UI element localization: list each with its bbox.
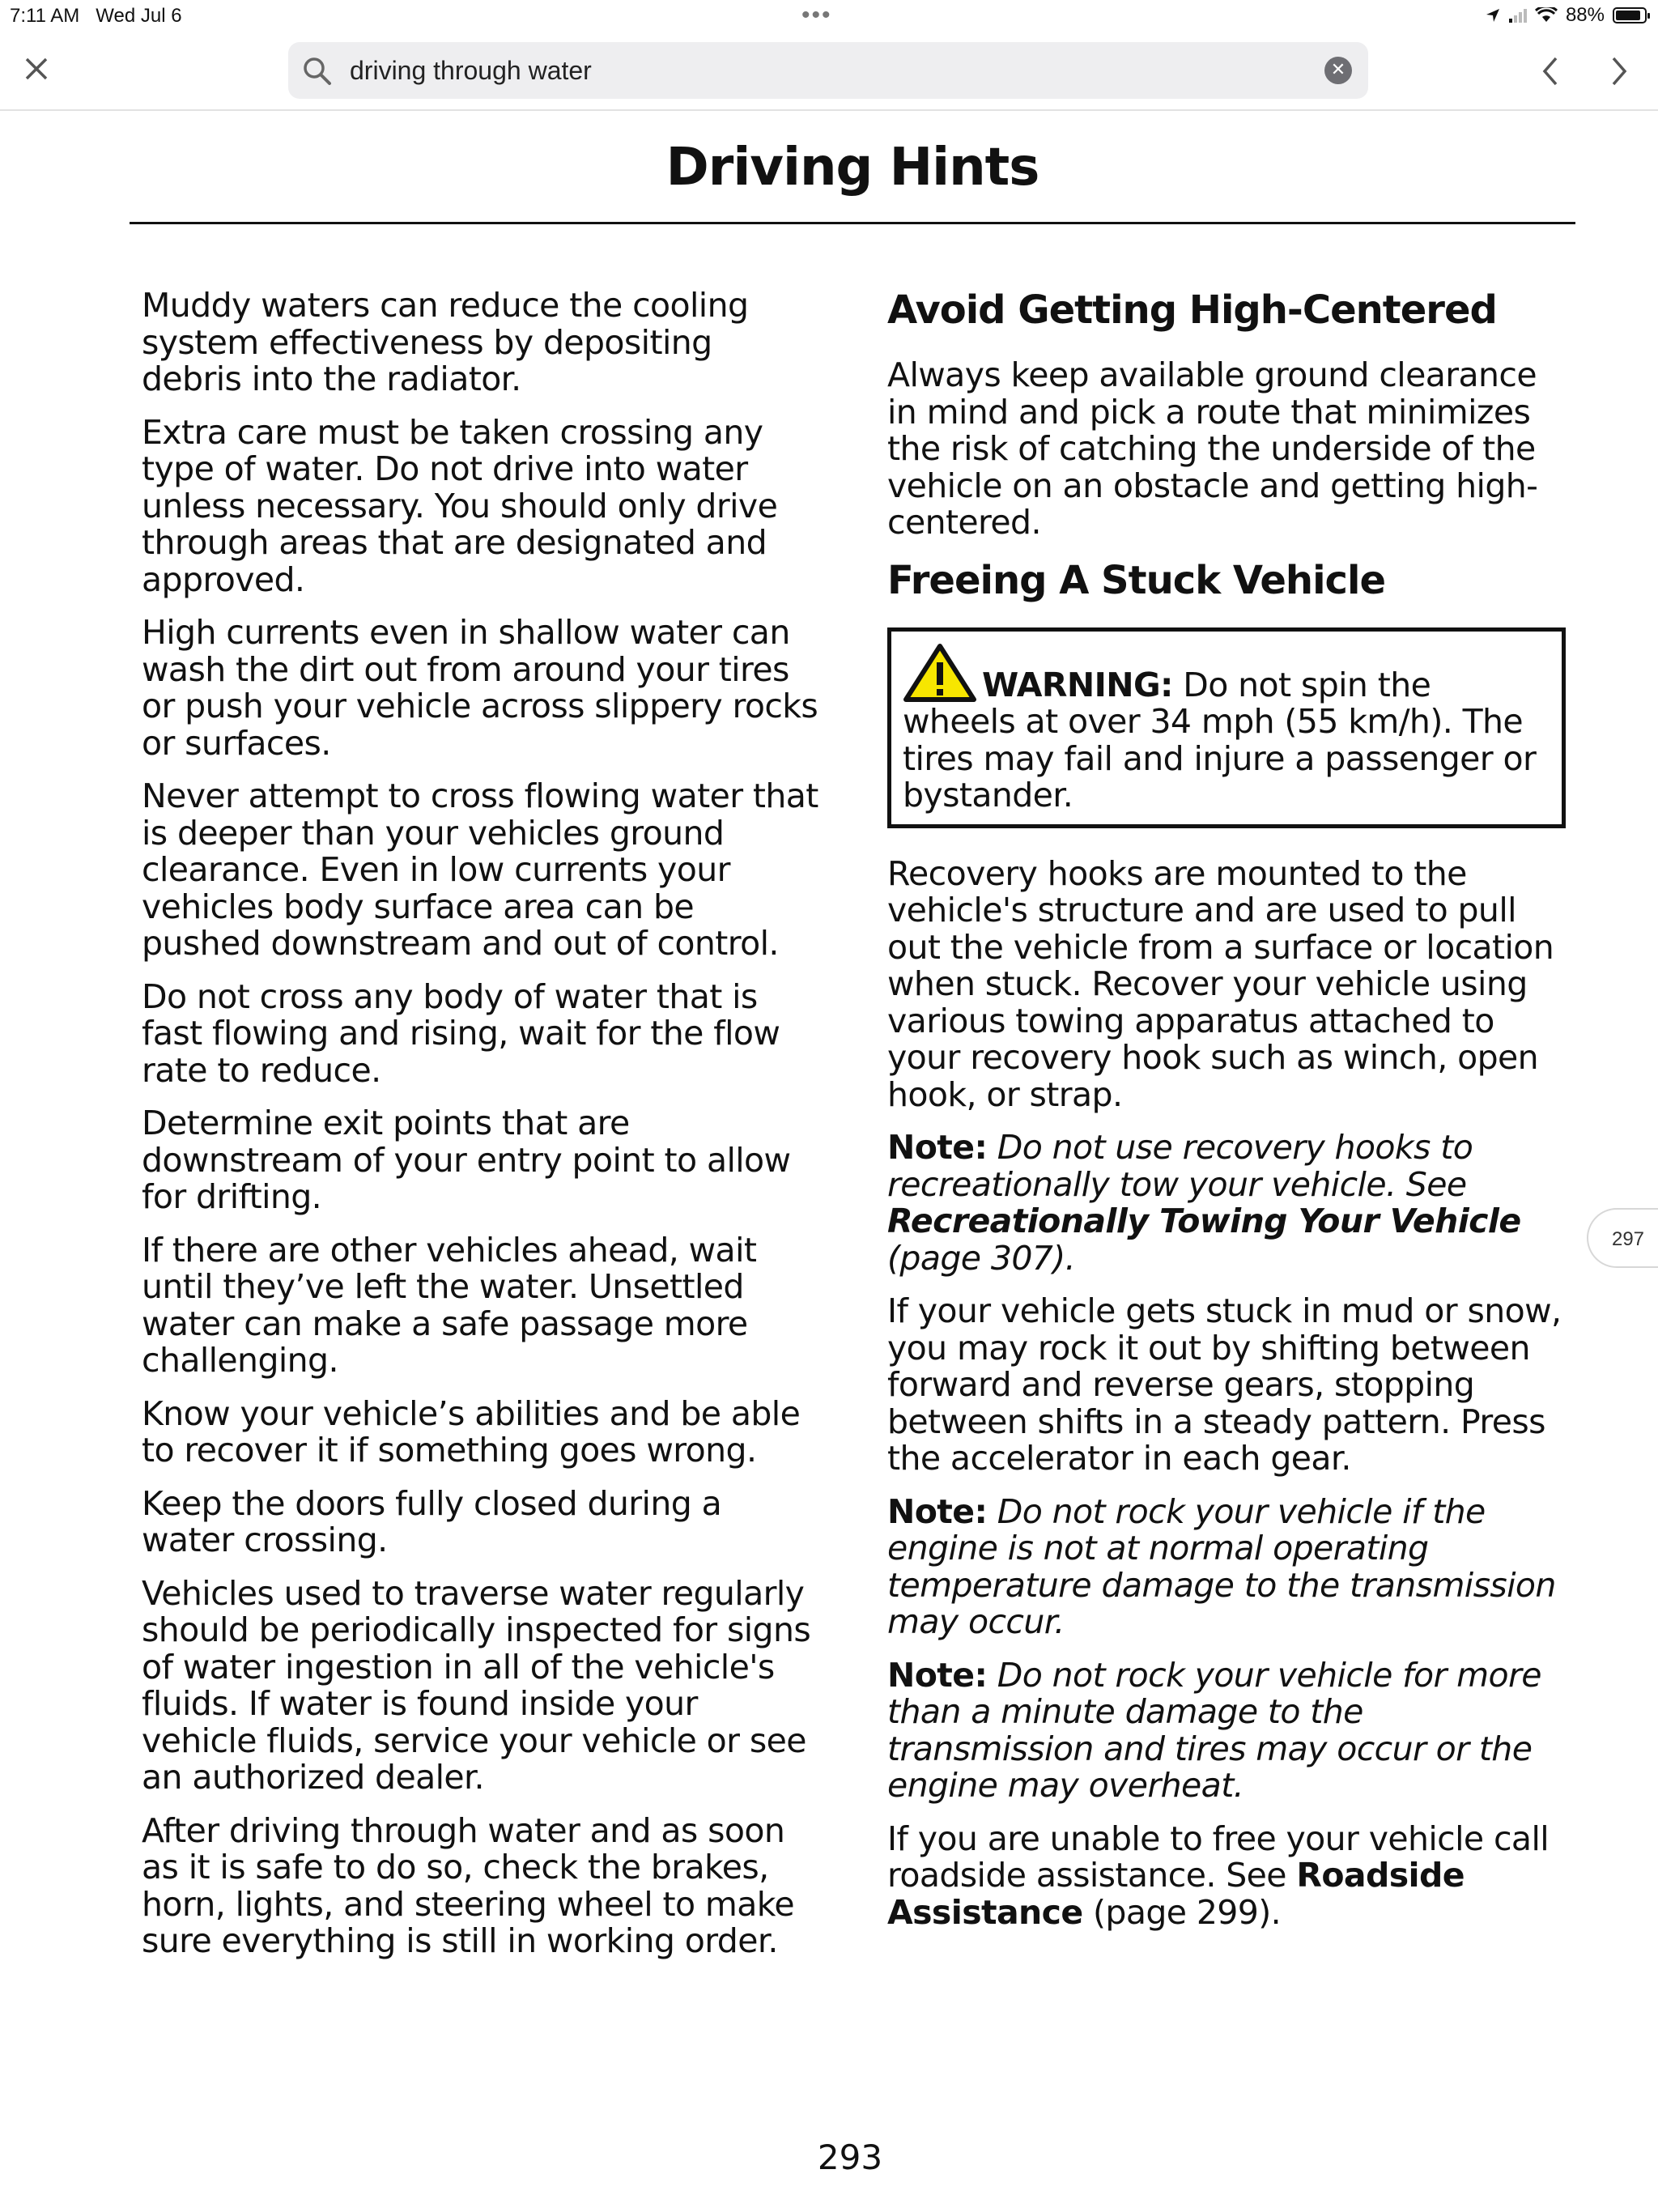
paragraph: Extra care must be taken crossing any type of water. Do not drive into water unless necessary. You should only drive through areas that are designated and approved. — [142, 412, 778, 599]
paragraph: Vehicles used to traverse water regularly should be periodically inspected for signs of water ingestion in all of the vehicle's fluids. If water is found inside your vehicle fluids, service your vehicle or see an authorized dealer. — [142, 1573, 811, 1797]
note-text: Do not rock your vehicle if the engine is not at normal operating temperature damage to the transmission may occur. — [887, 1491, 1556, 1641]
paragraph: Always keep available ground clearance in mind and pick a route that minimizes the risk of catching the underside of the vehicle on an obstacle and getting high-centered. — [887, 355, 1538, 542]
title-divider — [130, 222, 1575, 224]
note-text: Do not rock your vehicle for more than a minute damage to the transmission and tires may occur or the engine may overheat. — [887, 1655, 1541, 1805]
status-bar — [0, 0, 1658, 32]
paragraph: If your vehicle gets stuck in mud or snow, you may rock it out by shifting between forward and reverse gears, stopping between shifts in a steady pattern. Press the accelerator in each gear. — [887, 1291, 1562, 1478]
note-text: Do not use recovery hooks to recreationally tow your vehicle. See — [887, 1128, 1473, 1204]
wifi-icon — [1535, 7, 1558, 23]
paragraph: If there are other vehicles ahead, wait until they’ve left the water. Unsettled water can make a safe passage more challenging. — [142, 1230, 757, 1380]
paragraph: Keep the doors fully closed during a water crossing. — [142, 1483, 722, 1559]
status-date: Wed Jul 6 — [96, 5, 182, 27]
link-recreationally-towing[interactable]: Recreationally Towing Your Vehicle — [887, 1202, 1521, 1240]
note — [887, 1129, 1566, 1277]
battery-percent: 88% — [1565, 4, 1605, 26]
note-label: Note: — [887, 1655, 988, 1695]
paragraph: Recovery hooks are mounted to the vehicle's structure and are used to pull out the vehicle from a surface or location when stuck. Recover your vehicle using various towing apparatus attached to your recovery hook such as winch, open hook, or strap. — [887, 853, 1554, 1114]
paragraph: Never attempt to cross flowing water that is deeper than your vehicles ground clearance. Even in low currents your vehicles body surface area can be pushed downstream and out of control. — [142, 776, 818, 963]
paragraph: Do not cross any body of water that is fast flowing and rising, wait for the flow rate to reduce. — [142, 976, 780, 1090]
left-column — [142, 287, 822, 1976]
search-icon — [301, 55, 334, 87]
multitasking-dots-icon[interactable]: ••• — [801, 2, 832, 28]
paragraph-text: If you are unable to free your vehicle call roadside assistance. See — [887, 1819, 1550, 1895]
note-label: Note: — [887, 1128, 988, 1167]
paragraph — [887, 1821, 1566, 1932]
cellular-signal-icon — [1509, 8, 1527, 23]
clear-search-icon[interactable]: ✕ — [1324, 57, 1352, 84]
link-roadside-assistance[interactable]: Roadside Assistance — [887, 1856, 1465, 1932]
paragraph: Determine exit points that are downstream of your entry point to allow for drifting. — [142, 1104, 791, 1216]
page-title: Driving Hints — [665, 138, 1039, 198]
note — [887, 1491, 1566, 1641]
close-icon — [24, 57, 49, 81]
status-time: 7:11 AM — [10, 5, 80, 27]
status-time-date — [10, 5, 182, 28]
battery-fill — [1616, 11, 1640, 20]
note-suffix: (page 307). — [887, 1238, 1076, 1278]
section-heading-high-centered: Avoid Getting High-Centered — [887, 287, 1497, 333]
status-indicators — [1485, 4, 1647, 27]
right-column — [887, 287, 1566, 1947]
paragraph: Know your vehicle’s abilities and be able to recover it if something goes wrong. — [142, 1393, 801, 1470]
paragraph: After driving through water and as soon as it is safe to do so, check the brakes, horn, lights, and steering wheel to make sure everything is still in working order. — [142, 1810, 795, 1960]
search-toolbar — [0, 32, 1658, 111]
search-bar[interactable] — [288, 42, 1368, 99]
paragraph: High currents even in shallow water can wash the dirt out from around your tires or push your vehicle across slippery rocks or surfaces. — [142, 613, 818, 763]
close-button[interactable] — [18, 50, 55, 87]
warning-triangle-icon — [903, 643, 977, 703]
page-number: 293 — [817, 2138, 883, 2177]
battery-icon — [1613, 7, 1647, 23]
search-input[interactable]: driving through water — [350, 56, 592, 85]
page-indicator-tab[interactable]: 297 — [1587, 1208, 1658, 1268]
paragraph: Muddy waters can reduce the cooling system effectiveness by depositing debris into the radiator. — [142, 286, 749, 398]
paragraph-suffix: (page 299). — [1082, 1892, 1282, 1932]
previous-result-button[interactable] — [1530, 47, 1571, 96]
location-icon — [1485, 7, 1501, 23]
next-result-button[interactable] — [1599, 47, 1639, 96]
section-heading-stuck-vehicle: Freeing A Stuck Vehicle — [887, 557, 1385, 603]
warning-box — [887, 627, 1566, 828]
warning-text: Do not spin the wheels at over 34 mph (55 km/h). The tires may fail and injure a passenger or bystander. — [903, 665, 1537, 815]
warning-label: WARNING: — [982, 665, 1173, 704]
note-label: Note: — [887, 1491, 988, 1531]
note — [887, 1657, 1566, 1805]
